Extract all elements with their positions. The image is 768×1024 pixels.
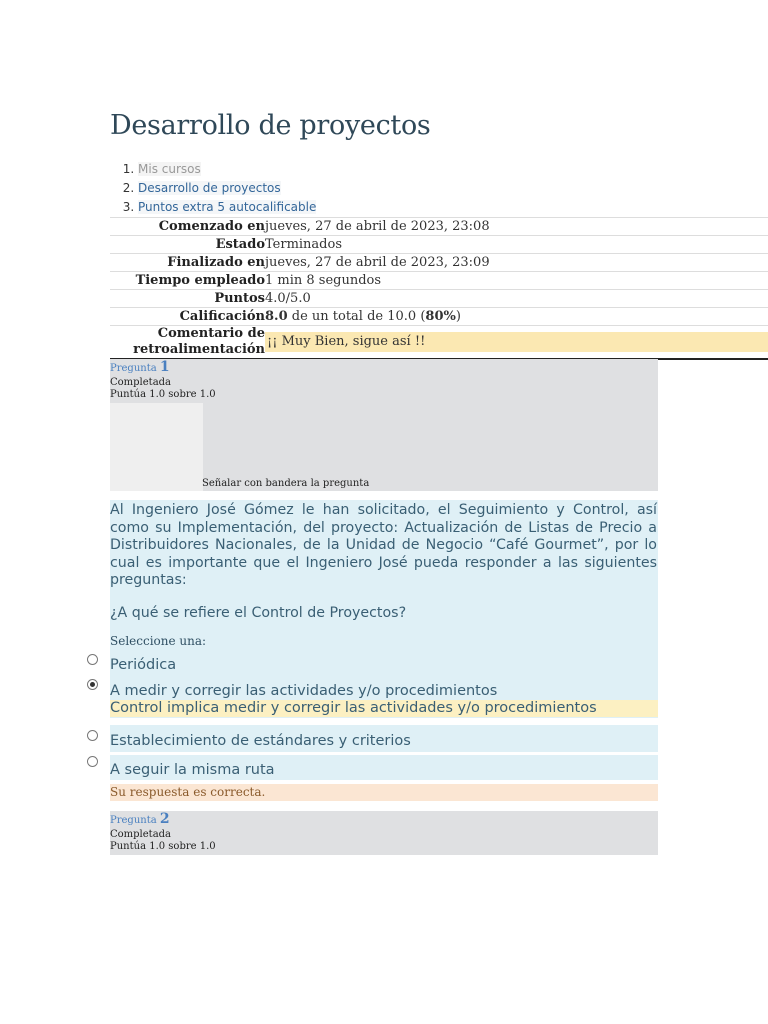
grade-score: 8.0 [265, 309, 288, 324]
option-label-2[interactable]: A medir y corregir las actividades y/o procedimientos [110, 683, 498, 699]
summary-value: 1 min 8 segundos [265, 272, 768, 290]
breadcrumb-item-quiz[interactable]: 3. Puntos extra 5 autocalificable [138, 198, 316, 217]
grade-percent: 80% [425, 309, 456, 324]
summary-value [265, 326, 768, 360]
summary-label: Calificación [110, 308, 265, 326]
option-radio-1[interactable] [87, 654, 98, 665]
feedback-label-line2: retroalimentación [133, 342, 265, 357]
feedback-label-line1: Comentario de [157, 326, 265, 341]
breadcrumb-item-mis-cursos[interactable]: 1. Mis cursos [138, 160, 316, 179]
flag-question-link[interactable]: Señalar con bandera la pregunta [202, 478, 370, 489]
feedback-highlight: ¡¡ Muy Bien, sigue así !! [265, 332, 768, 352]
select-one-label: Seleccione una: [110, 634, 207, 648]
summary-row-started [110, 218, 768, 236]
breadcrumb [110, 160, 316, 217]
question-status: Completada [110, 377, 172, 388]
question-number: Pregunta 2 [110, 811, 170, 827]
option-label-3[interactable]: Establecimiento de estándares y criterios [110, 733, 411, 749]
grade-text: de un total de 10.0 ( [287, 309, 426, 324]
page-title: Desarrollo de proyectos [110, 110, 431, 141]
summary-value: jueves, 27 de abril de 2023, 23:09 [265, 254, 768, 272]
summary-label: Finalizado en [110, 254, 265, 272]
summary-label: Puntos [110, 290, 265, 308]
summary-label: Comenzado en [110, 218, 265, 236]
question-grade: Puntúa 1.0 sobre 1.0 [110, 389, 216, 400]
summary-row-finished [110, 254, 768, 272]
summary-value: 4.0/5.0 [265, 290, 768, 308]
option-feedback: Control implica medir y corregir las actividades y/o procedimientos [110, 700, 658, 717]
question-2-info [110, 811, 658, 855]
answer-result: Su respuesta es correcta. [110, 784, 658, 801]
summary-row-feedback [110, 326, 768, 360]
attempt-summary-table [110, 217, 768, 360]
option-label-1[interactable]: Periódica [110, 657, 177, 673]
option-radio-3[interactable] [87, 730, 98, 741]
breadcrumb-item-course[interactable]: 2. Desarrollo de proyectos [138, 179, 316, 198]
summary-label: Tiempo empleado [110, 272, 265, 290]
summary-value [265, 308, 768, 326]
summary-row-points [110, 290, 768, 308]
question-grade: Puntúa 1.0 sobre 1.0 [110, 841, 216, 852]
option-label-4[interactable]: A seguir la misma ruta [110, 762, 275, 778]
question-body: Al Ingeniero José Gómez le han solicitado, el Seguimiento y Control, así como su Implementación, del proyecto: Actualización de Listas de Precio a Distribuidores Nacionales, de la Unidad de Negocio “Café Gourmet”, por lo cual es importante que el Ingeniero José pueda responder a las siguientes preguntas: [110, 502, 657, 588]
question-1-info [110, 359, 658, 491]
question-info-blank [110, 403, 203, 491]
summary-row-time [110, 272, 768, 290]
question-number: Pregunta 1 [110, 359, 170, 375]
question-text [110, 502, 657, 622]
summary-value: Terminados [265, 236, 768, 254]
summary-label [110, 326, 265, 360]
option-radio-2[interactable] [87, 679, 98, 690]
summary-value: jueves, 27 de abril de 2023, 23:08 [265, 218, 768, 236]
summary-row-state [110, 236, 768, 254]
summary-label: Estado [110, 236, 265, 254]
question-prompt-line: ¿A qué se refiere el Control de Proyectos? [110, 604, 407, 621]
summary-row-grade [110, 308, 768, 326]
question-status: Completada [110, 829, 172, 840]
option-radio-4[interactable] [87, 756, 98, 767]
grade-text-end: ) [455, 309, 461, 324]
